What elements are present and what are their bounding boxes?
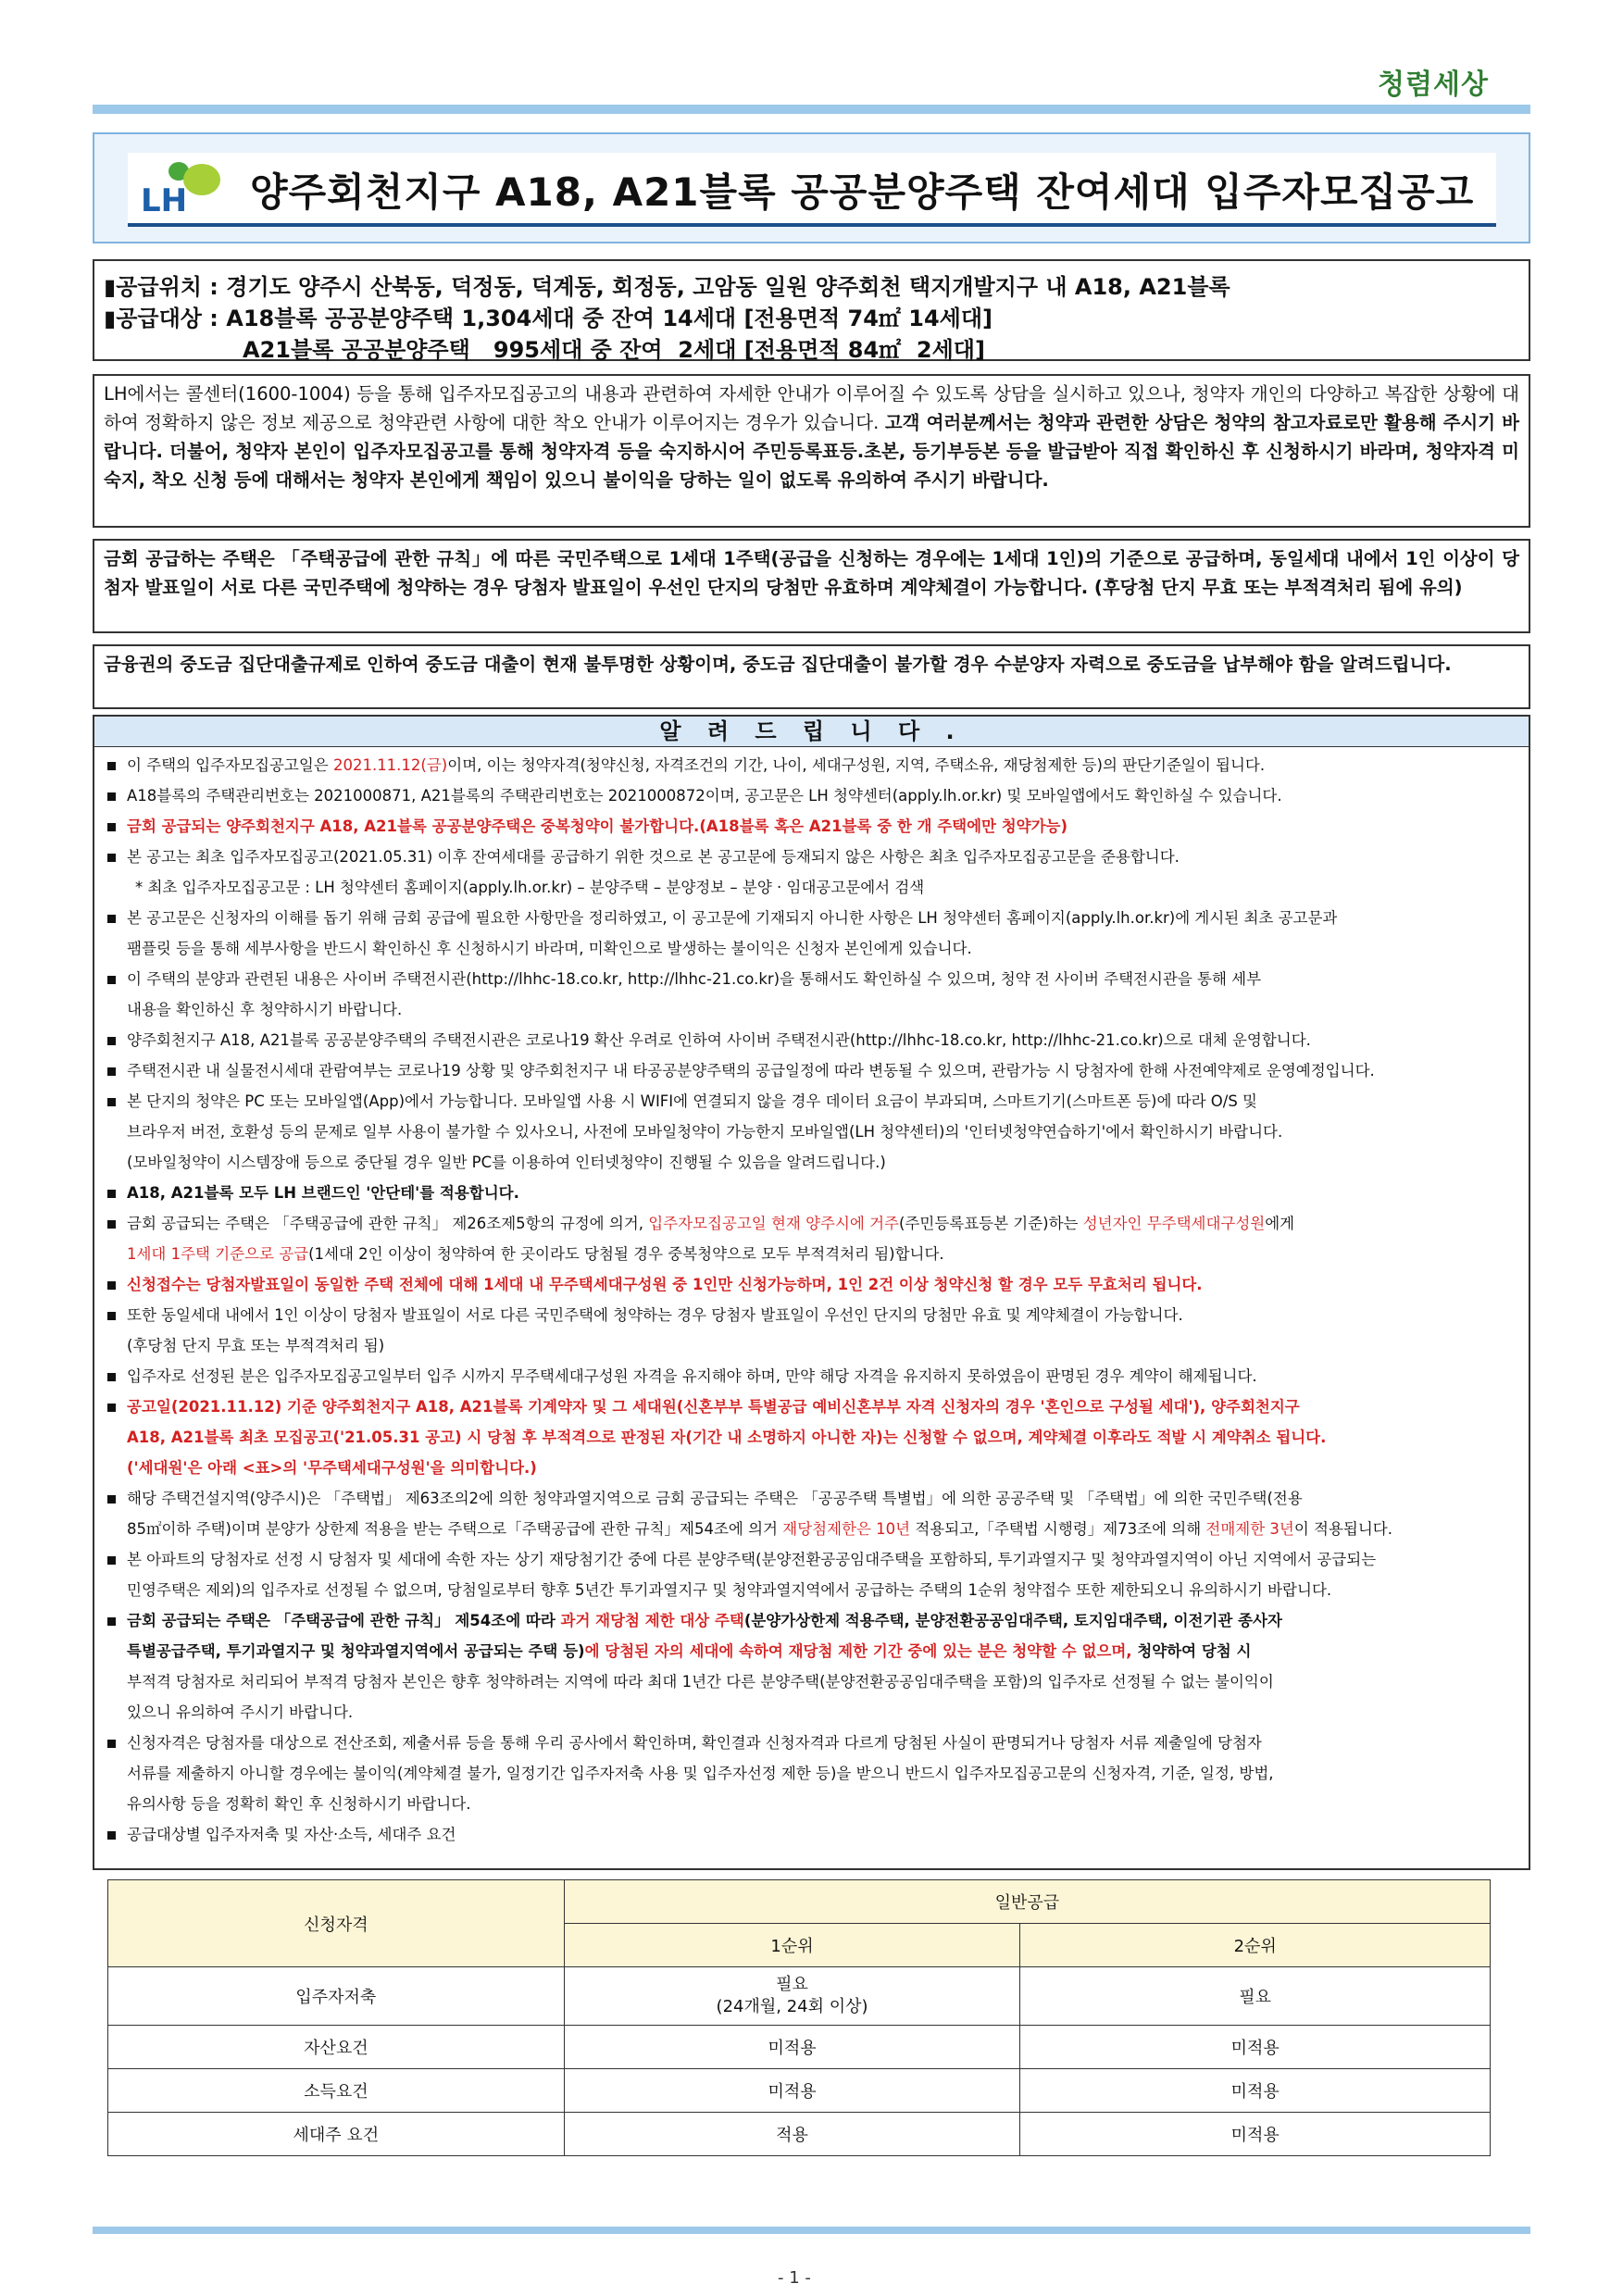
- notice-item-cont: 민영주택은 제외)의 입주자로 선정될 수 없으며, 당첨일로부터 향후 5년간 투기과열지구 및 청약과열지역에서 공급하는 주택의 1순위 청약접수 또한 제한되오니 유의하시기 바랍니다.: [127, 1581, 1332, 1599]
- notice-item-cont: ('세대원'은 아래 <표>의 '무주택세대구성원'을 의미합니다.): [127, 1459, 537, 1477]
- notice-item-cont: 특별공급주택, 투기과열지구 및 청약과열지역에서 공급되는 주택 등)에 당첨된 자의 세대에 속하여 재당첨 제한 기간 중에 있는 분은 청약할 수 없으며, 청약하여 당첨 시: [127, 1642, 1252, 1660]
- notice-item: 이 주택의 입주자모집공고일은 2021.11.12(금)이며, 이는 청약자격(청약신청, 자격조건의 기간, 나이, 세대구성원, 지역, 주택소유, 재당첨제한 등)의 판단기준일이 됩니다.: [107, 750, 1510, 780]
- table-header-second: 2순위: [1020, 1924, 1491, 1967]
- notice-item-cont: 있으니 유의하여 주시기 바랍니다.: [127, 1703, 354, 1721]
- supply-target-a21: A21블록 공공분양주택 995세대 중 잔여 2세대 [전용면적 84㎡ 2세대]: [243, 337, 985, 363]
- one-house-notice-box: [93, 539, 1530, 633]
- table-row: 입주자저축 필요 (24개월, 24회 이상) 필요: [108, 1967, 1491, 2026]
- table-header-qualification: 신청자격: [108, 1880, 565, 1967]
- notice-item-cont: 팸플릿 등을 통해 세부사항을 반드시 확인하신 후 신청하시기 바라며, 미확인으로 발생하는 불이익은 신청자 본인에게 있습니다.: [127, 940, 972, 957]
- loan-notice-text: 금융권의 중도금 집단대출규제로 인하여 중도금 대출이 현재 불투명한 상황이며, 중도금 집단대출이 불가할 경우 수분양자 자력으로 중도금을 납부해야 함을 알려드립니다.: [104, 654, 1452, 675]
- notice-item: 해당 주택건설지역(양주시)은 「주택법」 제63조의2에 의한 청약과열지역으로 금회 공급되는 주택은 「공공주택 특별법」에 의한 공공주택 및 「주택법」에 의한 국민주택(전용: [107, 1483, 1510, 1514]
- requirements-table: [107, 1879, 1491, 2156]
- table-row: 소득요건 미적용 미적용: [108, 2069, 1491, 2113]
- notice-item: A18, A21블록 모두 LH 브랜드인 '안단테'를 적용합니다.: [107, 1178, 1510, 1208]
- notice-item: A18블록의 주택관리번호는 2021000871, A21블록의 주택관리번호는 2021000872이며, 공고문은 LH 청약센터(apply.lh.or.kr) 및 모바일앱에서도 확인하실 수 있습니다.: [107, 780, 1510, 811]
- notice-item: 본 공고문은 신청자의 이해를 돕기 위해 금회 공급에 필요한 사항만을 정리하였고, 이 공고문에 기재되지 아니한 사항은 LH 청약센터 홈페이지(apply.lh.or.kr)에 게시된 최초 공고문과: [107, 903, 1510, 933]
- notice-item-cont: (모바일청약이 시스템장애 등으로 중단될 경우 일반 PC를 이용하여 인터넷청약이 진행될 수 있음을 알려드립니다.): [127, 1154, 886, 1171]
- notice-section: [93, 715, 1530, 1870]
- consult-notice-bold: 고객 여러분께서는 청약과 관련한 상담은 청약의 참고자료로만 활용해 주시기 바랍니다. 더불어, 청약자 본인이 입주자모집공고를 통해 청약자격 등을 숙지하시어 주민등록표등.초본, 등기부등본 등을 발급받아 직접 확인하신 후 신청하시기 바라며, 청약자격 미숙지, 착오 신청 등에 대해서는 청약자 본인에게 책임이 있으니 불이익을 당하는 일이 없도록 유의하여 주시기 바랍니다.: [104, 412, 1520, 491]
- lh-logo: LH: [141, 162, 233, 216]
- loan-notice-box: [93, 644, 1530, 709]
- integrity-logo-text: 청렴세상: [1378, 69, 1489, 101]
- notice-item-cont: 브라우저 버전, 호환성 등의 문제로 일부 사용이 불가할 수 있사오니, 사전에 모바일청약이 가능한지 모바일앱(LH 청약센터)의 '인터넷청약연습하기'에서 확인하시기 바랍니다.: [127, 1123, 1283, 1141]
- notice-item-cont: 서류를 제출하지 아니할 경우에는 불이익(계약체결 불가, 일정기간 입주자저축 사용 및 입주자선정 제한 등)을 받으니 반드시 입주자모집공고문의 신청자격, 기준, 일정, 방법,: [127, 1765, 1274, 1782]
- notice-item-cont: 1세대 1주택 기준으로 공급(1세대 2인 이상이 청약하여 한 곳이라도 당첨될 경우 중복청약으로 모두 부적격처리 됨)합니다.: [127, 1245, 944, 1263]
- notice-item: 금회 공급되는 양주회천지구 A18, A21블록 공공분양주택은 중복청약이 불가합니다.(A18블록 혹은 A21블록 중 한 개 주택에만 청약가능): [107, 811, 1510, 842]
- notice-item-cont: 부적격 당첨자로 처리되어 부적격 당첨자 본인은 향후 청약하려는 지역에 따라 최대 1년간 다른 분양주택(분양전환공공임대주택을 포함)의 입주자로 선정될 수 없는 불이익이: [127, 1673, 1274, 1691]
- table-header-first: 1순위: [564, 1924, 1020, 1967]
- notice-subitem: * 최초 입주자모집공고문 : LH 청약센터 홈페이지(apply.lh.or.kr) – 분양주택 – 분양정보 – 분양 · 임대공고문에서 검색: [135, 879, 925, 896]
- notice-item: 양주회천지구 A18, A21블록 공공분양주택의 주택전시관은 코로나19 확산 우려로 인하여 사이버 주택전시관(http://lhhc-18.co.kr, http://lhhc-21.co.kr)으로 대체 운영합니다.: [107, 1025, 1510, 1055]
- one-house-notice-text: 금회 공급하는 주택은 「주택공급에 관한 규칙」에 따른 국민주택으로 1세대 1주택(공급을 신청하는 경우에는 1세대 1인)의 기준으로 공급하며, 동일세대 내에서 1인 이상이 당첨자 발표일이 서로 다른 국민주택에 청약하는 경우 당첨자 발표일이 우선인 단지의 당첨만 유효하며 계약체결이 가능합니다. (후당첨 단지 무효 또는 부적격처리 됨에 유의): [104, 548, 1519, 598]
- table-row: 세대주 요건 적용 미적용: [108, 2113, 1491, 2156]
- consult-notice-text: LH에서는 콜센터(1600-1004) 등을 통해 입주자모집공고의 내용과 관련하여 자세한 안내가 이루어질 수 있도록 상담을 실시하고 있으나, 청약자 개인의 다양하고 복잡한 상황에 대하여 정확하지 않은 정보 제공으로 청약관련 사항에 대한 착오 안내가 이루어지는 경우가 있습니다.: [104, 383, 1519, 433]
- page-title: 양주회천지구 A18, A21블록 공공분양주택 잔여세대 입주자모집공고: [250, 169, 1475, 215]
- notice-item: 공급대상별 입주자저축 및 자산·소득, 세대주 요건: [107, 1819, 1510, 1850]
- notice-item: 금회 공급되는 주택은 「주택공급에 관한 규칙」 제26조제5항의 규정에 의거, 입주자모집공고일 현재 양주시에 거주(주민등록표등본 기준)하는 성년자인 무주택세대구성원에게: [107, 1208, 1510, 1239]
- footer-bar: [93, 2227, 1530, 2234]
- consult-notice-box: [93, 374, 1530, 528]
- supply-info-box: [93, 259, 1530, 361]
- notice-item: 입주자로 선정된 분은 입주자모집공고일부터 입주 시까지 무주택세대구성원 자격을 유지해야 하며, 만약 해당 자격을 유지하지 못하였음이 판명된 경우 계약이 해제됩니다.: [107, 1361, 1510, 1391]
- notice-item-cont: (후당첨 단지 무효 또는 부적격처리 됨): [127, 1337, 385, 1354]
- notice-item: 이 주택의 분양과 관련된 내용은 사이버 주택전시관(http://lhhc-18.co.kr, http://lhhc-21.co.kr)을 통해서도 확인하실 수 있으며, 청약 전 사이버 주택전시관을 통해 세부: [107, 964, 1510, 994]
- notice-item: 공고일(2021.11.12) 기준 양주회천지구 A18, A21블록 기계약자 및 그 세대원(신혼부부 특별공급 예비신혼부부 자격 신청자의 경우 '혼인으로 구성될 세대'), 양주회천지구: [107, 1391, 1510, 1422]
- table-header-general: 일반공급: [564, 1880, 1490, 1924]
- notice-item: 또한 동일세대 내에서 1인 이상이 당첨자 발표일이 서로 다른 국민주택에 청약하는 경우 당첨자 발표일이 우선인 단지의 당첨만 유효 및 계약체결이 가능합니다.: [107, 1300, 1510, 1330]
- page-number: - 1 -: [778, 2268, 811, 2288]
- notice-item-cont: 유의사항 등을 정확히 확인 후 신청하시기 바랍니다.: [127, 1795, 471, 1813]
- notice-item: 신청접수는 당첨자발표일이 동일한 주택 전체에 대해 1세대 내 무주택세대구성원 중 1인만 신청가능하며, 1인 2건 이상 청약신청 할 경우 모두 무효처리 됩니다.: [107, 1269, 1510, 1300]
- notice-item-cont: A18, A21블록 최초 모집공고('21.05.31 공고) 시 당첨 후 부적격으로 판정된 자(기간 내 소명하지 아니한 자)는 신청할 수 없으며, 계약체결 이후라도 적발 시 계약취소 됩니다.: [127, 1429, 1327, 1446]
- notice-item-cont: 내용을 확인하신 후 청약하시기 바랍니다.: [127, 1001, 403, 1018]
- notice-heading: 알 려 드 립 니 다 .: [94, 717, 1529, 747]
- supply-location: 경기도 양주시 산북동, 덕정동, 덕계동, 회정동, 고암동 일원 양주회천 택지개발지구 내 A18, A21블록: [226, 274, 1230, 300]
- title-banner: [93, 132, 1530, 243]
- table-row: 자산요건 미적용 미적용: [108, 2026, 1491, 2069]
- integrity-logo: [1378, 61, 1489, 102]
- notice-item: 주택전시관 내 실물전시세대 관람여부는 코로나19 상황 및 양주회천지구 내 타공공분양주택의 공급일정에 따라 변동될 수 있으며, 관람가능 시 당첨자에 한해 사전예약제로 운영예정입니다.: [107, 1055, 1510, 1086]
- supply-target-label: ▮공급대상 :: [104, 306, 218, 331]
- notice-item: 본 아파트의 당첨자로 선정 시 당첨자 및 세대에 속한 자는 상기 재당첨기간 중에 다른 분양주택(분양전환공공임대주택을 포함하되, 투기과열지구 및 청약과열지역이 아닌 지역에서 공급되는: [107, 1544, 1510, 1575]
- notice-item: 금회 공급되는 주택은 「주택공급에 관한 규칙」 제54조에 따라 과거 재당첨 제한 대상 주택(분양가상한제 적용주택, 분양전환공공임대주택, 토지임대주택, 이전기관 종사자: [107, 1605, 1510, 1636]
- notice-item: 신청자격은 당첨자를 대상으로 전산조회, 제출서류 등을 통해 우리 공사에서 확인하며, 확인결과 신청자격과 다르게 당첨된 사실이 판명되거나 당첨자 서류 제출일에 당첨자: [107, 1728, 1510, 1758]
- notice-item: 본 단지의 청약은 PC 또는 모바일앱(App)에서 가능합니다. 모바일앱 사용 시 WIFI에 연결되지 않을 경우 데이터 요금이 부과되며, 스마트기기(스마트폰 등)에 따라 O/S 및: [107, 1086, 1510, 1117]
- supply-location-label: ▮공급위치 :: [104, 274, 218, 300]
- supply-target-a18: A18블록 공공분양주택 1,304세대 중 잔여 14세대 [전용면적 74㎡ 14세대]: [226, 306, 993, 331]
- notice-item: 본 공고는 최초 입주자모집공고(2021.05.31) 이후 잔여세대를 공급하기 위한 것으로 본 공고문에 등재되지 않은 사항은 최초 입주자모집공고문을 준용합니다.: [107, 842, 1510, 872]
- notice-item-cont: 85㎡이하 주택)이며 분양가 상한제 적용을 받는 주택으로「주택공급에 관한 규칙」제54조에 의거 재당첨제한은 10년 적용되고,「주택법 시행령」제73조에 의해 전매제한 3년이 적용됩니다.: [127, 1520, 1392, 1538]
- header-bar: [93, 105, 1530, 114]
